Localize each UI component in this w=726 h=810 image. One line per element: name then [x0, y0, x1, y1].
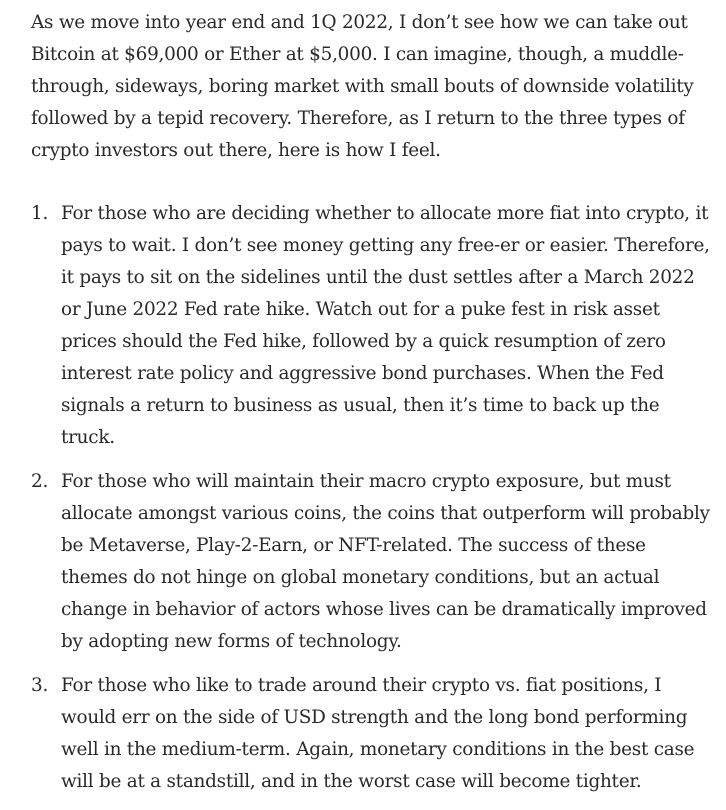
- list-item-text: For those who like to trade around their crypto vs. fiat positions, I would err on the side of USD strength and the long bond performing well in the medium-term. Again, monetary conditions in the best case will be at a standstill, and in the worst case will become tighter.: [61, 675, 695, 792]
- article-body: [31, 7, 713, 810]
- list-item: [31, 670, 713, 798]
- list-item-number: 1.: [31, 203, 49, 224]
- numbered-list: [31, 198, 713, 798]
- list-item: [31, 466, 713, 658]
- list-item: [31, 198, 713, 454]
- list-item-number: 2.: [31, 471, 49, 492]
- list-item-number: 3.: [31, 675, 49, 696]
- list-item-text: For those who are deciding whether to allocate more fiat into crypto, it pays to wait. I don’t see money getting any free-er or easier. Therefore, it pays to sit on the sidelines until the dust settles after a March 2022 or June 2022 Fed rate hike. Watch out for a puke fest in risk asset prices should the Fed hike, followed by a quick resumption of zero interest rate policy and aggressive bond purchases. When the Fed signals a return to business as usual, then it’s time to back up the truck.: [61, 203, 710, 448]
- intro-paragraph: As we move into year end and 1Q 2022, I don’t see how we can take out Bitcoin at $69,000 or Ether at $5,000. I can imagine, though, a muddle-through, sideways, boring market with small bouts of downside volatility followed by a tepid recovery. Therefore, as I return to the three types of crypto investors out there, here is how I feel.: [31, 12, 694, 161]
- list-item-text: For those who will maintain their macro crypto exposure, but must allocate amongst various coins, the coins that outperform will probably be Metaverse, Play-2-Earn, or NFT-related. The success of these themes do not hinge on global monetary conditions, but an actual change in behavior of actors whose lives can be dramatically improved by adopting new forms of technology.: [61, 471, 710, 652]
